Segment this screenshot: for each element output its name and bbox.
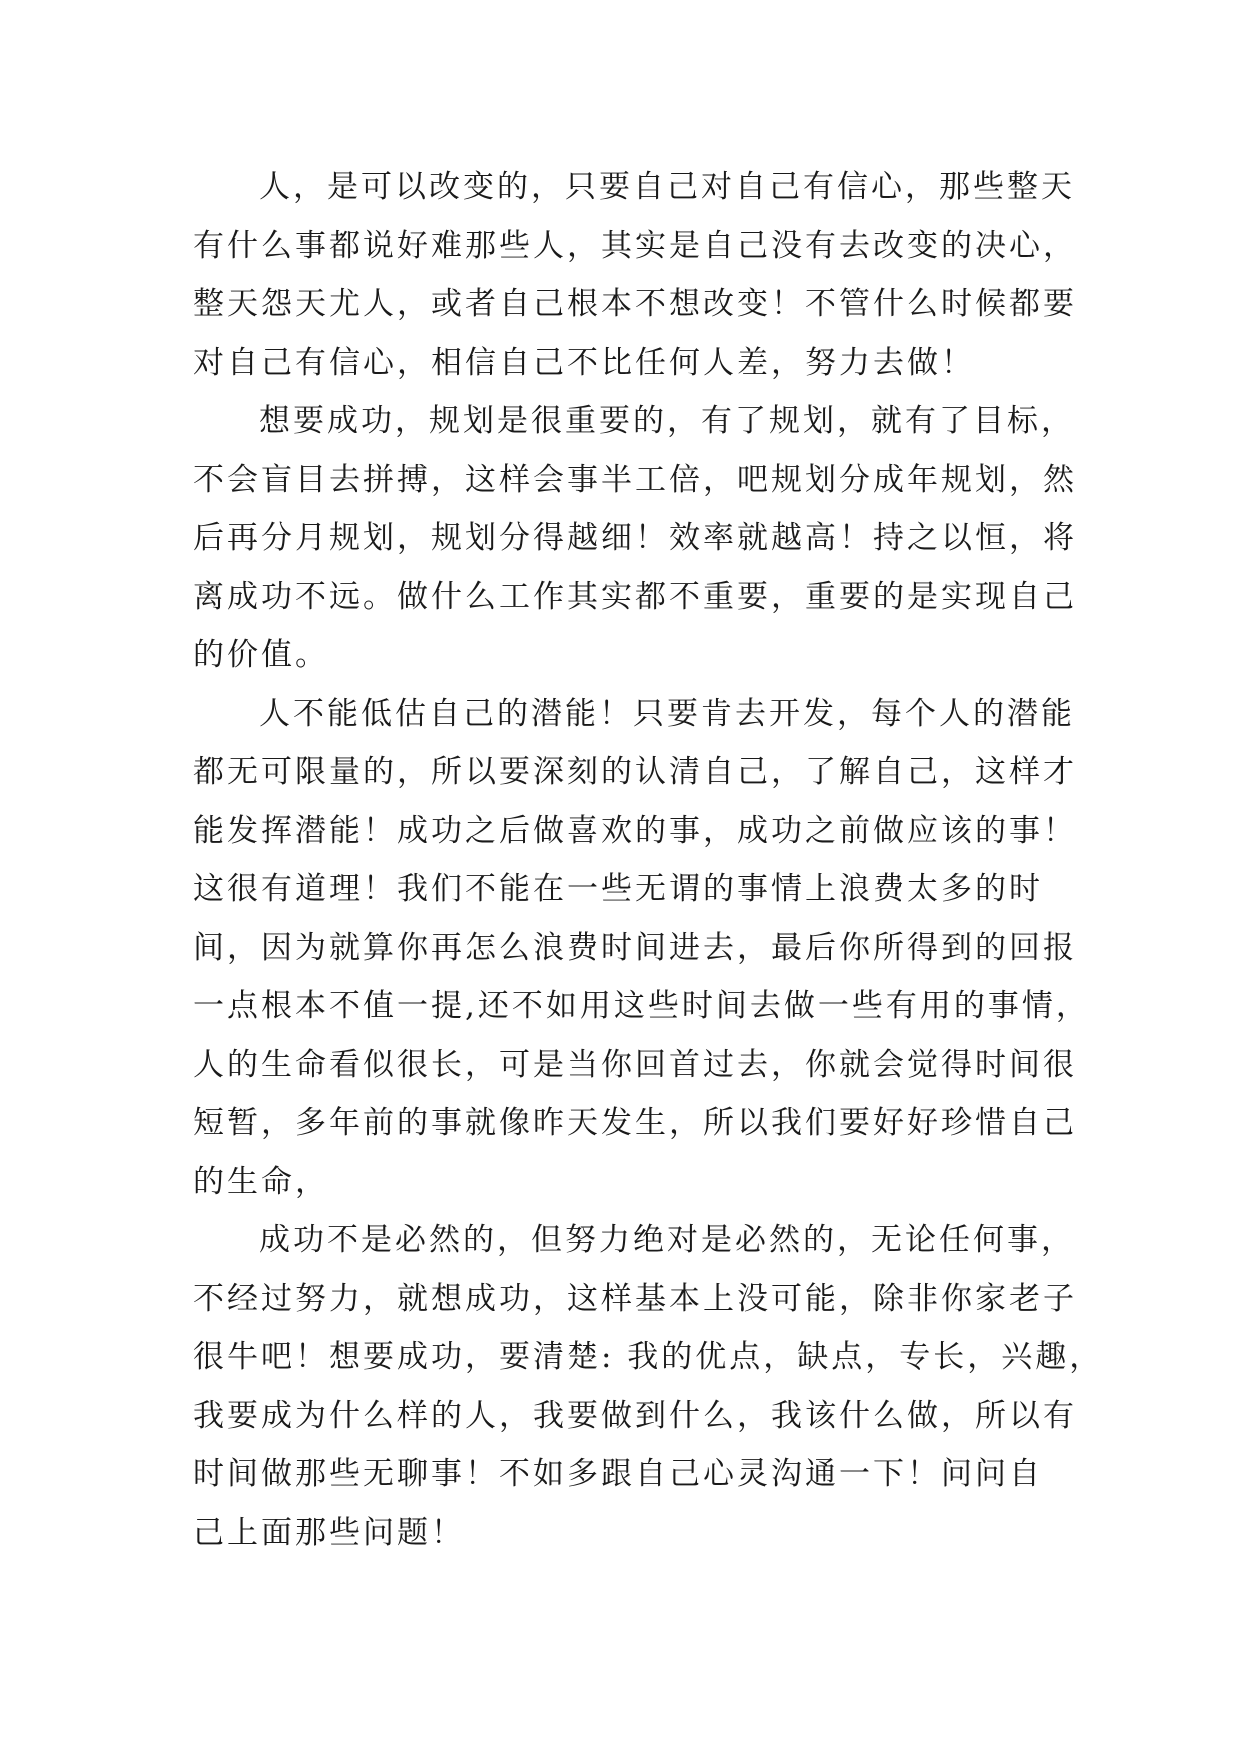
text-line: 这很有道理！我们不能在一些无谓的事情上浪费太多的时 <box>193 871 1043 907</box>
paragraph-3 <box>193 685 1090 1212</box>
text-line: 能发挥潜能！成功之后做喜欢的事，成功之前做应该的事！ <box>193 812 1077 849</box>
text-line: 人的生命看似很长，可是当你回首过去，你就会觉得时间很 <box>193 1046 1077 1083</box>
text-line: 的价值。 <box>193 637 329 673</box>
paragraph-1 <box>193 158 1077 392</box>
text-line: 对自己有信心，相信自己不比任何人差，努力去做！ <box>193 344 975 381</box>
text-line: 不经过努力，就想成功，这样基本上没可能，除非你家老子 <box>193 1280 1077 1317</box>
text-line: 离成功不远。做什么工作其实都不重要，重要的是实现自己 <box>193 578 1077 615</box>
text-line: 后再分月规划，规划分得越细！效率就越高！持之以恒，将 <box>193 520 1077 556</box>
text-line: 成功不是必然的，但努力绝对是必然的，无论任何事， <box>259 1222 1075 1258</box>
text-line: 的生命， <box>193 1163 329 1200</box>
text-line: 想要成功，规划是很重要的，有了规划，就有了目标， <box>259 403 1075 439</box>
text-line: 很牛吧！想要成功，要清楚: 我的优点，缺点，专长，兴趣， <box>193 1339 1104 1375</box>
text-line: 时间做那些无聊事！不如多跟自己心灵沟通一下！问问自 <box>193 1456 1043 1492</box>
text-line: 己上面那些问题！ <box>193 1514 465 1551</box>
text-line: 人，是可以改变的，只要自己对自己有信心，那些整天 <box>259 169 1075 205</box>
document-body <box>193 158 1104 1562</box>
text-line: 都无可限量的，所以要深刻的认清自己，了解自己，这样才 <box>193 754 1077 790</box>
paragraph-2 <box>193 392 1077 685</box>
text-line: 间，因为就算你再怎么浪费时间进去，最后你所得到的回报 <box>193 929 1077 966</box>
text-line: 整天怨天尤人，或者自己根本不想改变！不管什么时候都要 <box>193 286 1077 322</box>
text-line: 不会盲目去拼搏，这样会事半工倍，吧规划分成年规划，然 <box>193 461 1077 498</box>
text-line: 人不能低估自己的潜能！只要肯去开发，每个人的潜能 <box>259 695 1075 732</box>
text-line: 我要成为什么样的人，我要做到什么，我该什么做，所以有 <box>193 1397 1077 1434</box>
text-line: 有什么事都说好难那些人，其实是自己没有去改变的决心， <box>193 227 1077 264</box>
text-line: 一点根本不值一提,还不如用这些时间去做一些有用的事情， <box>193 988 1090 1024</box>
paragraph-4 <box>193 1211 1104 1562</box>
text-line: 短暂，多年前的事就像昨天发生，所以我们要好好珍惜自己 <box>193 1105 1077 1141</box>
